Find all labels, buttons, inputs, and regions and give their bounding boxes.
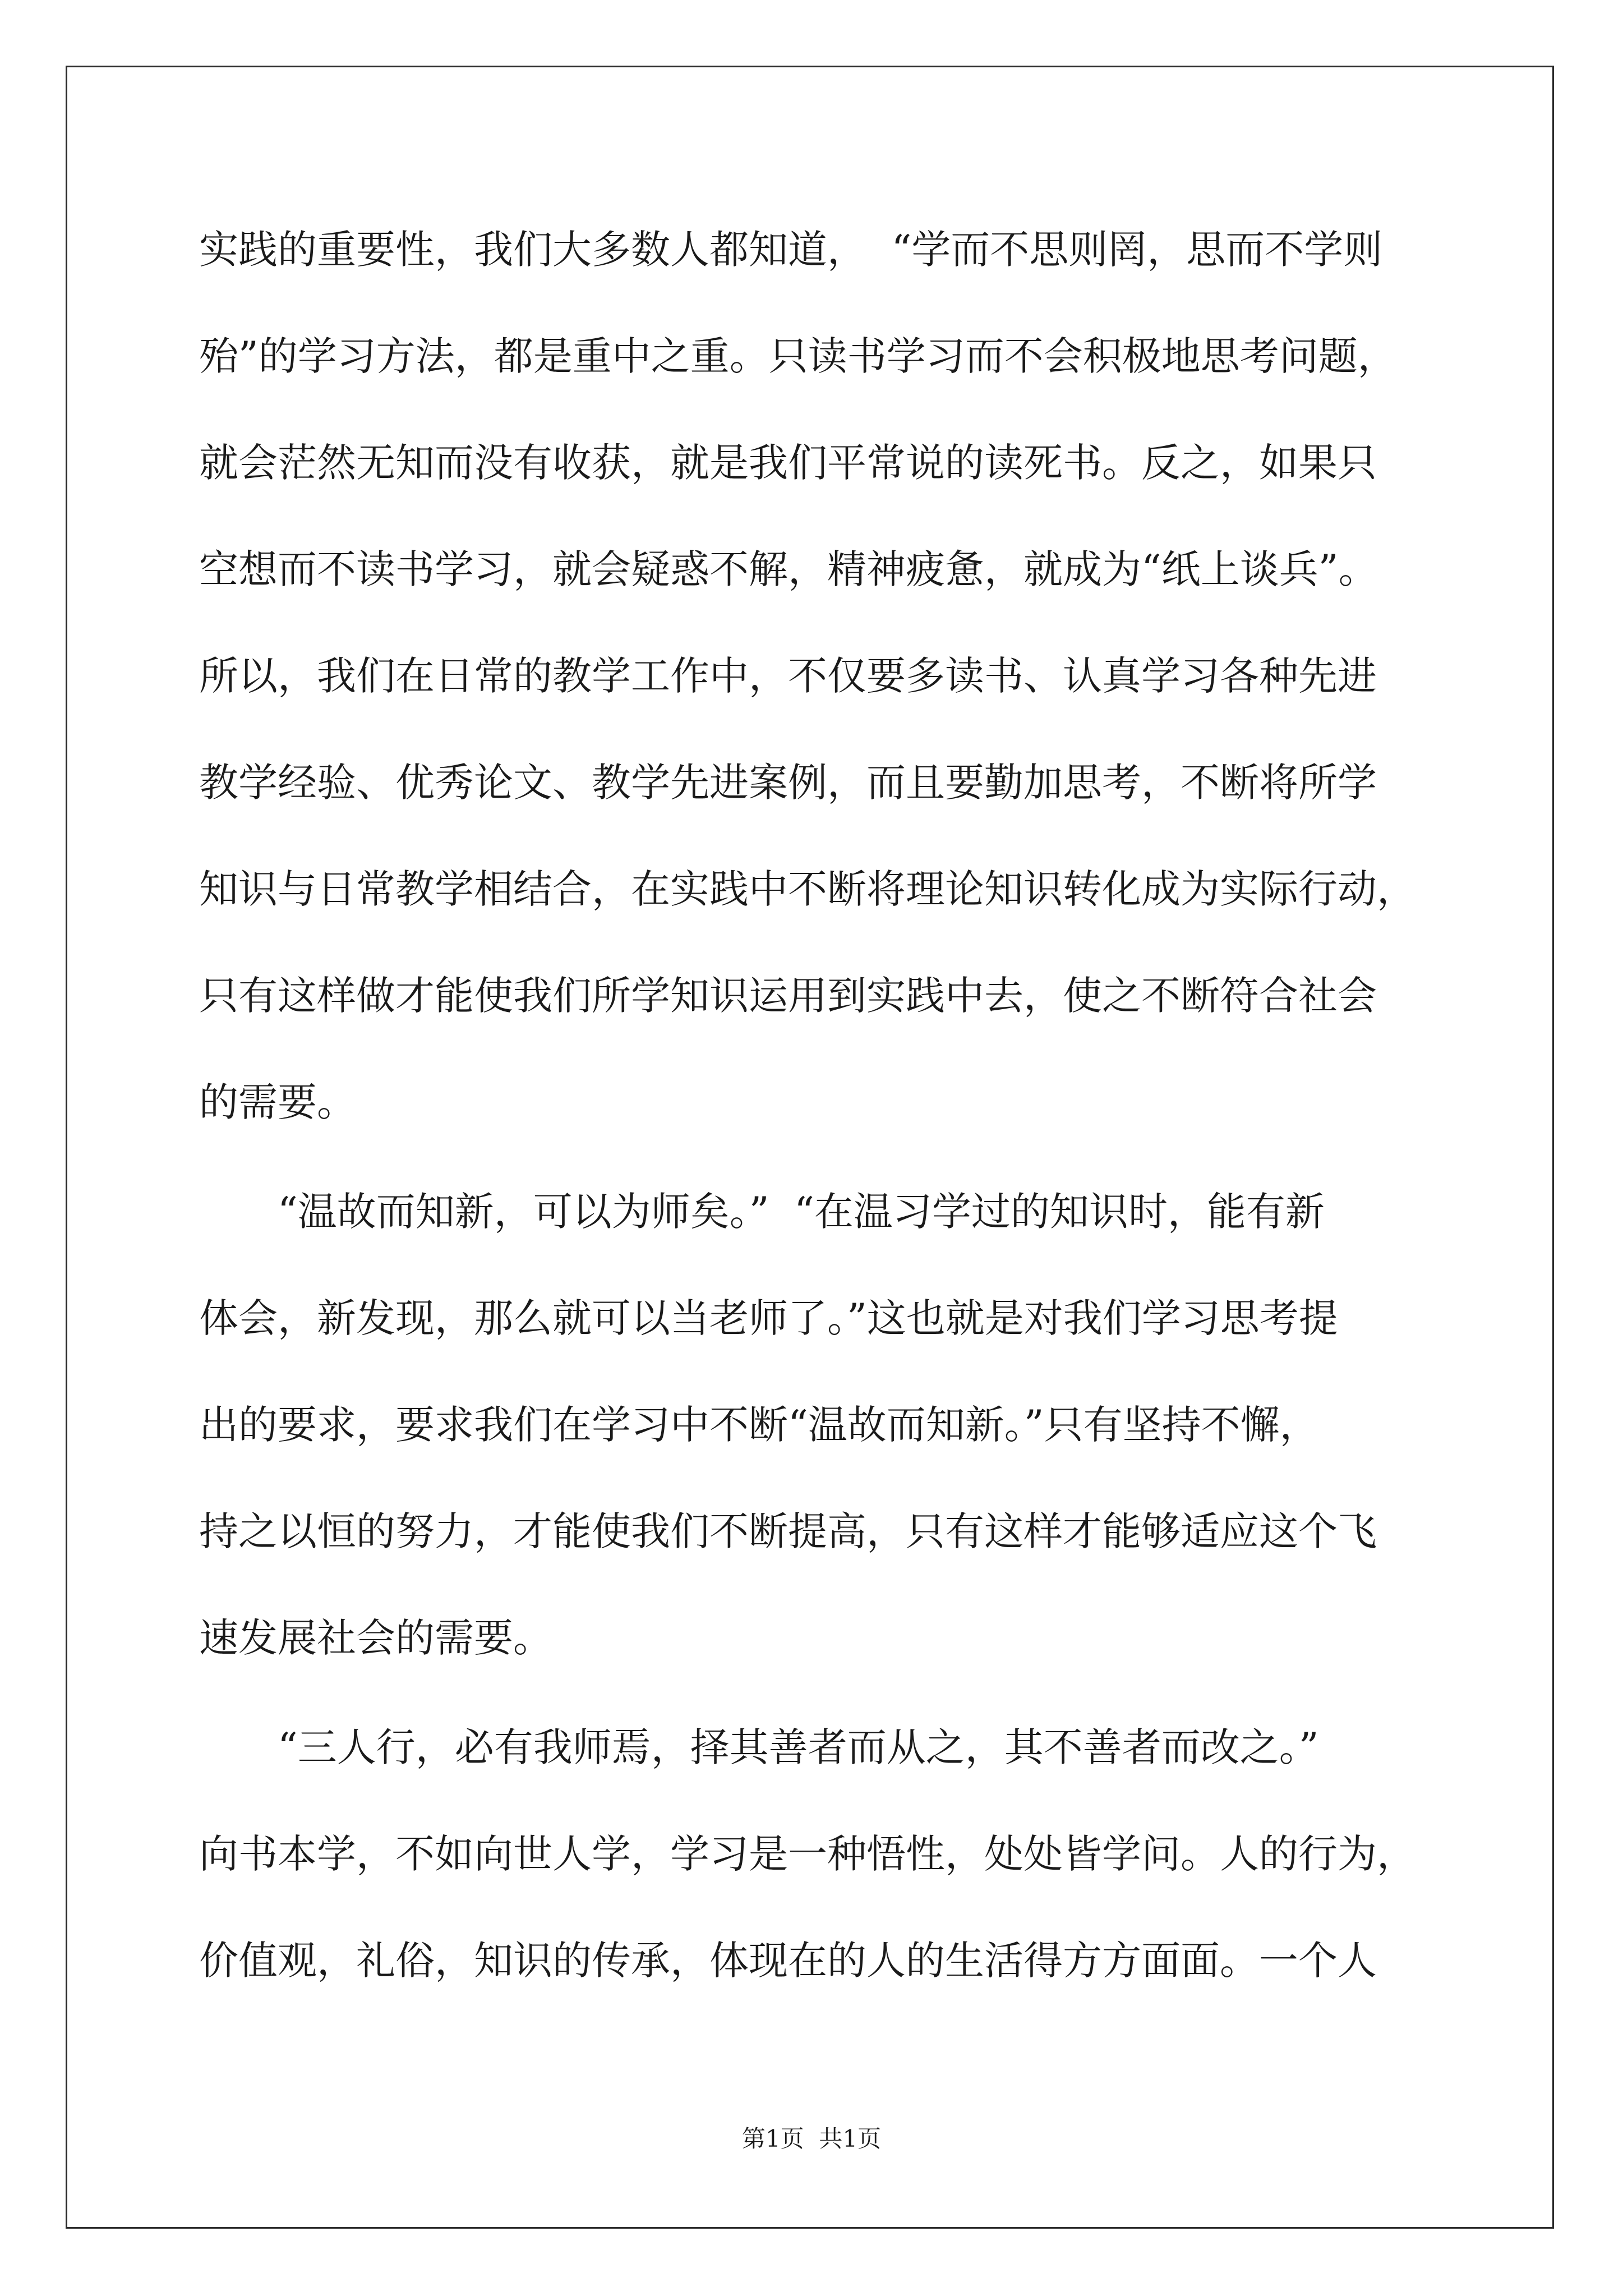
text-line: 速发展社会的需要。 — [199, 1615, 552, 1661]
page-border — [66, 66, 1554, 2229]
text-line: 殆”的学习方法，都是重中之重。只读书学习而不会积极地思考问题， — [199, 333, 1397, 379]
text-line: 空想而不读书学习，就会疑惑不解，精神疲惫，就成为“纸上谈兵”。 — [199, 546, 1378, 592]
text-line: 向书本学，不如向世人学，学习是一种悟性，处处皆学问。人的行为， — [199, 1831, 1416, 1877]
text-line: 的需要。 — [199, 1079, 356, 1125]
page-footer: 第1页 共1页 — [741, 2125, 882, 2152]
text-line: “三人行，必有我师焉，择其善者而从之，其不善者而改之。” — [278, 1724, 1319, 1770]
text-line: 知识与日常教学相结合，在实践中不断将理论知识转化成为实际行动， — [199, 866, 1416, 912]
text-line: 只有这样做才能使我们所学知识运用到实践中去，使之不断符合社会 — [199, 973, 1377, 1019]
text-line: “温故而知新，可以为师矣。” “在温习学过的知识时，能有新 — [278, 1189, 1325, 1235]
text-line: 持之以恒的努力，才能使我们不断提高，只有这样才能够适应这个飞 — [199, 1508, 1377, 1554]
text-line: 实践的重要性，我们大多数人都知道， “学而不思则罔，思而不学则 — [199, 227, 1383, 273]
text-line: 就会茫然无知而没有收获，就是我们平常说的读死书。反之，如果只 — [199, 440, 1377, 486]
text-line: 教学经验、优秀论文、教学先进案例，而且要勤加思考，不断将所学 — [199, 760, 1377, 806]
text-line: 体会，新发现，那么就可以当老师了。”这也就是对我们学习思考提 — [199, 1295, 1338, 1341]
text-line: 价值观，礼俗，知识的传承，体现在的人的生活得方方面面。一个人 — [199, 1938, 1377, 1984]
text-line: 所以，我们在日常的教学工作中，不仅要多读书、认真学习各种先进 — [199, 653, 1377, 699]
text-line: 出的要求，要求我们在学习中不断“温故而知新。”只有坚持不懈， — [199, 1402, 1319, 1448]
